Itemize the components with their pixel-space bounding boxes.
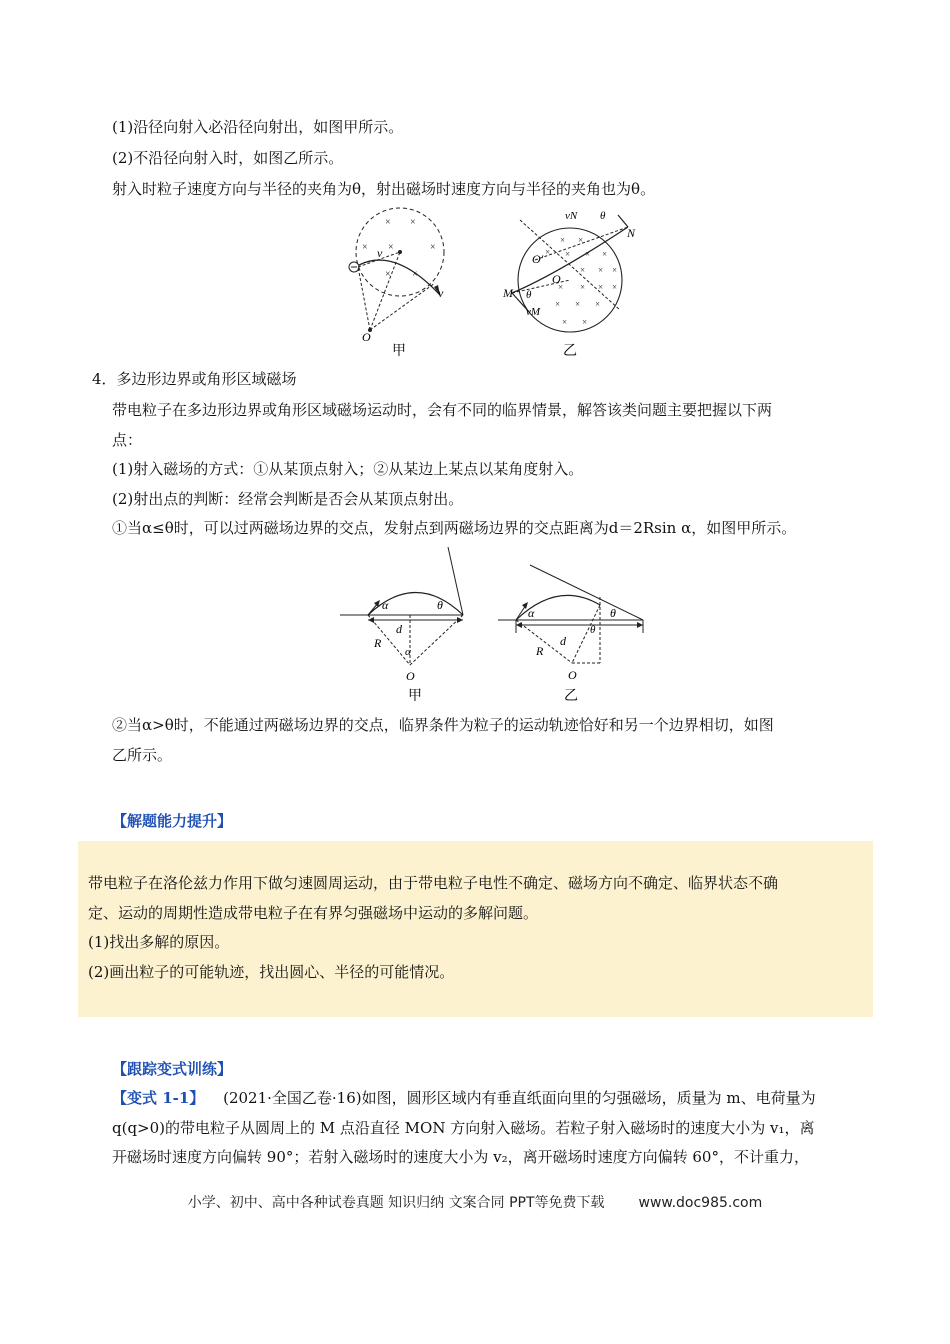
- svg-text:×: ×: [558, 282, 564, 292]
- svg-text:×: ×: [602, 249, 608, 259]
- section-title: 【解题能力提升】: [112, 812, 233, 830]
- svg-text:×: ×: [585, 249, 591, 259]
- svg-text:×: ×: [580, 265, 586, 275]
- svg-text:×: ×: [562, 317, 568, 327]
- label-theta: θ: [526, 289, 532, 301]
- svg-text:×: ×: [385, 269, 391, 280]
- label-alpha: α: [405, 646, 411, 658]
- question-line: [112, 1088, 816, 1108]
- svg-text:×: ×: [580, 282, 586, 292]
- text-line: ①当α≤θ时，可以过两磁场边界的交点，发射点到两磁场边界的交点距离为d＝2Rsin α，如图甲所示。: [112, 519, 797, 537]
- svg-text:×: ×: [412, 269, 418, 280]
- svg-text:×: ×: [430, 242, 436, 253]
- text-line: 点：: [112, 431, 143, 449]
- text-line: (2)画出粒子的可能轨迹，找出圆心、半径的可能情况。: [88, 963, 455, 981]
- label-R: R: [374, 636, 382, 650]
- text-line: (1)找出多解的原因。: [88, 933, 230, 951]
- section-heading: 4．多边形边界或角形区域磁场: [92, 370, 297, 388]
- figure-circular-field: [340, 205, 640, 360]
- svg-text:×: ×: [595, 299, 601, 309]
- text-line: (2)不沿径向射入时，如图乙所示。: [112, 149, 344, 167]
- label-d: d: [396, 622, 402, 636]
- svg-text:×: ×: [582, 317, 588, 327]
- svg-text:×: ×: [385, 217, 391, 228]
- svg-text:×: ×: [388, 242, 394, 253]
- label-O: O: [406, 669, 415, 683]
- caption-jia: 甲: [392, 344, 406, 359]
- svg-text:×: ×: [362, 242, 368, 253]
- text-line: 定、运动的周期性造成带电粒子在有界匀强磁场中运动的多解问题。: [88, 904, 539, 922]
- text-line: 带电粒子在洛伦兹力作用下做匀速圆周运动，由于带电粒子电性不确定、磁场方向不确定、临界状态不确: [88, 874, 779, 892]
- figure-angle-boundary: [338, 545, 648, 705]
- svg-text:×: ×: [410, 217, 416, 228]
- variant-tag: 【变式 1-1】: [112, 1089, 205, 1107]
- page-footer: [0, 1192, 950, 1212]
- label-alpha: α: [382, 598, 389, 612]
- section-title: 【跟踪变式训练】: [112, 1060, 233, 1078]
- caption-yi: 乙: [563, 344, 577, 359]
- label-theta: θ: [600, 210, 606, 222]
- label-M: M: [503, 286, 513, 300]
- text-line: (1)射入磁场的方式：①从某顶点射入；②从某边上某点以某角度射入。: [112, 460, 584, 478]
- footer-url[interactable]: www.doc985.com: [638, 1195, 763, 1211]
- label-O: O: [568, 668, 577, 682]
- label-theta: θ: [590, 624, 596, 636]
- highlight-box: [78, 841, 873, 1017]
- text-line: 乙所示。: [112, 746, 173, 764]
- label-Oprime: O′: [532, 252, 544, 266]
- text-line: (1)沿径向射入必沿径向射出，如图甲所示。: [112, 118, 404, 136]
- label-v: v: [438, 286, 444, 300]
- footer-text: 小学、初中、高中各种试卷真题 知识归纳 文案合同 PPT等免费下载: [187, 1195, 605, 1211]
- svg-text:×: ×: [545, 247, 551, 257]
- label-theta: θ: [437, 598, 443, 612]
- svg-text:×: ×: [598, 265, 604, 275]
- svg-text:×: ×: [555, 299, 561, 309]
- label-O: O: [552, 272, 561, 286]
- label-N: N: [627, 226, 636, 240]
- svg-text:×: ×: [612, 282, 618, 292]
- text-line: 射入时粒子速度方向与半径的夹角为θ，射出磁场时速度方向与半径的夹角也为θ。: [112, 180, 656, 198]
- svg-text:×: ×: [598, 282, 604, 292]
- text-line: (2)射出点的判断：经常会判断是否会从某顶点射出。: [112, 490, 464, 508]
- label-R: R: [536, 644, 544, 658]
- question-text: (2021·全国乙卷·16)如图，圆形区域内有垂直纸面向里的匀强磁场，质量为 m、电荷量为: [223, 1089, 816, 1107]
- caption-jia: 甲: [408, 689, 422, 704]
- text-line: 带电粒子在多边形边界或角形区域磁场运动时，会有不同的临界情景，解答该类问题主要把握以下两: [112, 401, 773, 419]
- label-v: v: [377, 246, 383, 260]
- label-d: d: [560, 634, 566, 648]
- svg-text:×: ×: [565, 249, 571, 259]
- text-line: q(q>0)的带电粒子从圆周上的 M 点沿直径 MON 方向射入磁场。若粒子射入磁场时的速度大小为 v₁，离: [112, 1119, 815, 1137]
- label-vN: vN: [565, 210, 578, 222]
- svg-text:×: ×: [578, 235, 584, 245]
- text-line: 开磁场时速度方向偏转 90°；若射入磁场时的速度大小为 v₂，离开磁场时速度方向偏转 60°，不计重力，: [112, 1148, 809, 1166]
- caption-yi: 乙: [564, 689, 578, 704]
- label-theta: θ: [610, 606, 616, 620]
- text-line: ②当α>θ时，不能通过两磁场边界的交点，临界条件为粒子的运动轨迹恰好和另一个边界相切，如图: [112, 716, 774, 734]
- svg-text:×: ×: [612, 265, 618, 275]
- label-alpha: α: [528, 606, 535, 620]
- label-vM: vM: [526, 306, 541, 318]
- svg-text:×: ×: [560, 235, 566, 245]
- label-O: O: [362, 330, 371, 344]
- svg-text:×: ×: [575, 299, 581, 309]
